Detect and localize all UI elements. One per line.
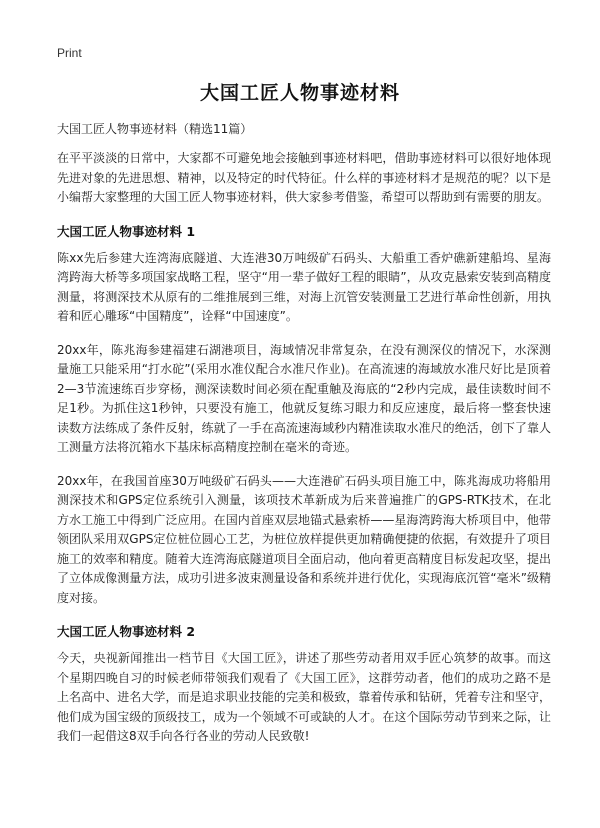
section-heading: 大国工匠人物事迹材料 1 xyxy=(57,223,196,239)
print-link[interactable]: Print xyxy=(57,46,82,60)
section-1 xyxy=(57,222,551,609)
section-paragraph: 陈xx先后参建大连湾海底隧道、大连港30万吨级矿石码头、大船重工香炉礁新建船坞、星海湾跨海大桥等多项国家战略工程，坚守“用一辈子做好工程的眼睛”，从攻克悬索安装到高精度测量，将测深技术从原有的二维推展到三维，对海上沉管安装测量工艺进行革命性创新，用执着和匠心雕琢“中国精度”，诠释“中国速度”。 xyxy=(57,250,551,323)
page-title: 大国工匠人物事迹材料 xyxy=(199,82,400,104)
section-heading: 大国工匠人物事迹材料 2 xyxy=(57,624,196,639)
document-body xyxy=(57,149,551,761)
intro-paragraph: 在平平淡淡的日常中，大家都不可避免地会接触到事迹材料吧，借助事迹材料可以很好地体现先进对象的先进思想、精神，以及特定的时代特征。什么样的事迹材料才是规范的呢？以下是小编帮大家整理的大国工匠人物事迹材料，供大家参考借鉴，希望可以帮助到有需要的朋友。 xyxy=(57,151,551,204)
section-2 xyxy=(57,622,551,747)
section-paragraph: 20xx年，陈兆海参建福建石湖港项目，海域情况非常复杂，在没有测深仪的情况下，水深测量施工只能采用“打水砣”(采用水准仪配合水准尺作业)。在高流速的海域放水准尺好比是顶着2—3节流速练百步穿杨，测深读数时间必须在配重触及海底的“2秒内完成，最佳读数时间不足1秒。为抓住这1秒钟，只要没有施工，他就反复练习眼力和反应速度，最后将一整套快速读数方法练成了条件反射，练就了一手在高流速海域秒内精准读取水准尺的绝活，创下了靠人工测量方法将沉箱水下基床标高精度控制在毫米的奇迹。 xyxy=(57,342,551,454)
document-subtitle: 大国工匠人物事迹材料（精选11篇） xyxy=(57,122,253,136)
section-paragraph: 20xx年，在我国首座30万吨级矿石码头——大连港矿石码头项目施工中，陈兆海成功将船用测深技术和GPS定位系统引入测量，该项技术革新成为后来普遍推广的GPS-RTK技术，在北方水工施工中得到广泛应用。在国内首座双层地锚式悬索桥——星海湾跨海大桥项目中，他带领团队采用双GPS定位桩位圆心工艺，为桩位放样提供更加精确便捷的依据，有效提升了项目施工的效率和精度。随着大连湾海底隧道项目全面启动，他向着更高精度目标发起攻坚，提出了立体成像测量方法，成功引进多波束测量设备和系统并进行优化，实现海底沉管“毫米”级精度对接。 xyxy=(57,473,551,605)
section-paragraph: 今天，央视新闻推出一档节目《大国工匠》，讲述了那些劳动者用双手匠心筑梦的故事。而这个星期四晚自习的时候老师带领我们观看了《大国工匠》，这群劳动者，他们的成功之路不是上名高中、进名大学，而是追求职业技能的完美和极致，靠着传承和钻研，凭着专注和坚守，他们成为国宝级的顶级技工，成为一个领域不可或缺的人才。在这个国际劳动节到来之际，让我们一起借这8双手向各行各业的劳动人民致敬! xyxy=(57,651,551,743)
